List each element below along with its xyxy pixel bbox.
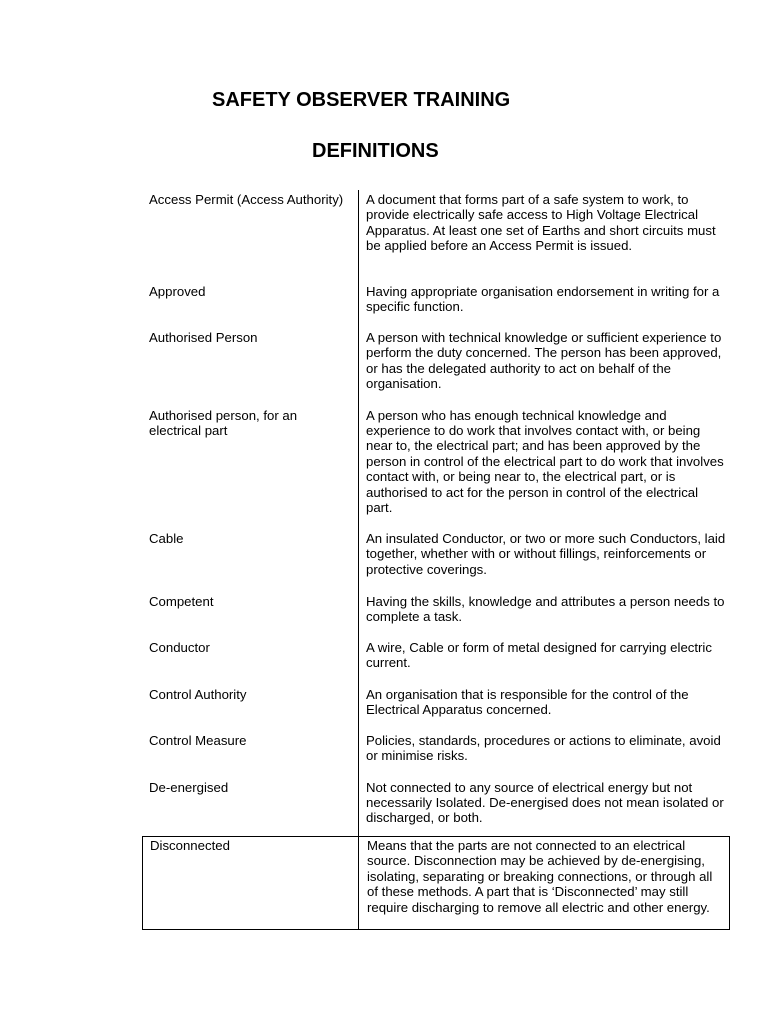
definition-term: Access Permit (Access Authority) [149,192,344,207]
definition-row [142,592,730,623]
definition-text: Having the skills, knowledge and attributes a person needs to complete a task. [366,593,725,624]
definition-text: A person with technical knowledge or sufficient experience to perform the duty concerned. The person has been approved, or has the delegated authority to act on behalf of the organisation. [366,330,722,392]
definition-term: Cable [149,531,184,546]
definition-text: Having appropriate organisation endorsement in writing for a specific function. [366,283,720,314]
definition-row [142,685,730,716]
definition-term: Approved [149,283,206,299]
definition-row [142,190,730,266]
definition-term: Conductor [149,640,210,655]
definition-row [142,328,730,390]
definition-term: Competent [149,593,214,609]
definition-row [142,282,730,313]
definition-row [142,529,730,576]
definition-text: Policies, standards, procedures or actions to eliminate, avoid or minimise risks. [366,733,721,764]
definition-text: An organisation that is responsible for the control of the Electrical Apparatus concerned. [366,686,689,717]
definitions-list [142,190,730,840]
section-heading: DEFINITIONS [312,140,439,162]
definition-term: De-energised [149,779,229,795]
definition-text: A person who has enough technical knowledge and experience to do work that involves contact with, or being near to, the electrical part; and has been approved by the person in control of the electrical part to do work that involves contact with, or being near to, the electrical part, or is authorised to act for the person in control of the electrical part. [366,407,724,515]
definition-text: Not connected to any source of electrical energy but not necessarily Isolated. De-energised does not mean isolated or discharged, or both. [366,779,724,826]
definition-text: An insulated Conductor, or two or more such Conductors, laid together, whether with or without fillings, reinforcements or protective coverings. [366,531,726,577]
definition-row [142,638,730,669]
definition-text: A document that forms part of a safe system to work, to provide electrically safe access to High Voltage Electrical Apparatus. At least one set of Earths and short circuits must be applied before an Access Permit is issued. [366,192,716,254]
definition-text: A wire, Cable or form of metal designed for carrying electric current. [366,640,712,671]
definition-term: Authorised Person [149,330,258,345]
definition-term: Control Measure [149,733,247,748]
page-title: SAFETY OBSERVER TRAINING [212,89,511,111]
definition-term: Disconnected [143,837,359,929]
definition-row [142,731,730,762]
definition-term: Authorised person, for an electrical part [149,407,298,438]
definition-row [142,778,730,825]
definition-row [142,406,730,514]
definition-text: Means that the parts are not connected to an electrical source. Disconnection may be achieved by de-energising, isolating, separating or breaking connections, or through all of these methods. A part that is ‘Disconnected’ may still require discharging to remove all electric and other energy. [367,838,713,915]
definition-term: Control Authority [149,686,247,702]
definition-row-boxed [142,836,730,930]
